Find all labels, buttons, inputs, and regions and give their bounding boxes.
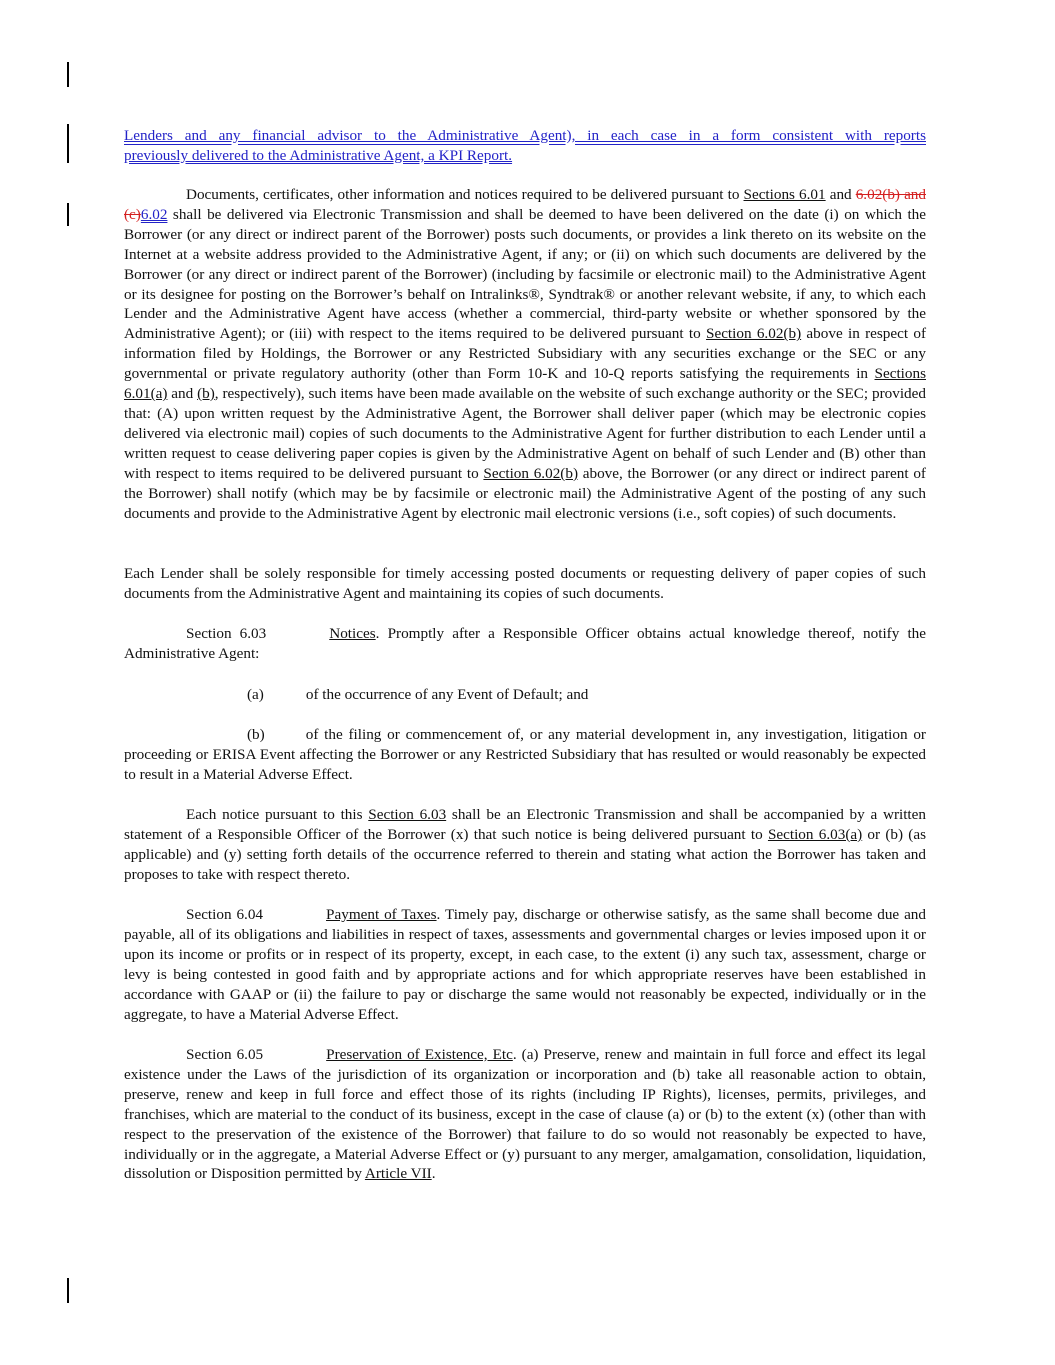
section-text: . Promptly after a Responsible Officer obtains actual knowledge thereof, notify the Administrative Agent: xyxy=(124,625,926,662)
clause-label: (b) xyxy=(247,726,265,743)
paragraph-text: above, the Borrower (or any direct or indirect parent of the Borrower) shall notify (which may be by facsimile or electronic mail) the Administrative Agent of the posting of any such documents and provide to the Administrative Agent by electronic mail electronic versions (i.e., soft copies) of such documents. xyxy=(124,464,926,522)
clause-text: of the filing or commencement of, or any material development in, any investigation, litigation or proceeding or ERISA Event affecting the Borrower or any Restricted Subsidiary that has resulted or would reasonably be expected to result in a Material Adverse Effect. xyxy=(124,726,926,783)
paragraph-text: Each notice pursuant to this xyxy=(186,806,369,823)
deleted-text: 6.02(b) and (c) xyxy=(124,186,926,223)
lender-responsibility-paragraph xyxy=(124,564,926,604)
paragraph-text: or (b) (as applicable) and (y) setting forth details of the occurrence referred to therein and stating what action the Borrower has taken and proposes to take with respect thereto. xyxy=(124,825,926,883)
section-text: . (a) Preserve, renew and maintain in full force and effect its legal existence under the Laws of the jurisdiction of its organization or incorporation and (b) take all reasonable action to obtain, preserve, renew and keep in full force and effect those of its rights (including IP Rights), licenses, permits, privileges, and franchises, which are material to the conduct of its business, except in the case of clause (a) or (b) to the extent (x) (other than with respect to the preservation of the existence of the Borrower) that failure to do so would not reasonably be expected to have, individually or in the aggregate, a Material Adverse Effect or (y) pursuant to any merger, amalgamation, consolidation, liquidation, dissolution or Disposition permitted by xyxy=(124,1046,927,1183)
section-reference: Section 6.02(b) xyxy=(706,325,802,343)
section-reference: Section 6.02(b) xyxy=(483,464,578,482)
section-heading: Notices xyxy=(329,625,376,642)
section-6-05 xyxy=(124,1045,926,1184)
section-text: . xyxy=(431,1165,436,1183)
section-reference: (b) xyxy=(197,385,215,403)
inserted-text: 6.02 xyxy=(140,205,168,223)
clause-text: of the occurrence of any Event of Default; and xyxy=(305,686,589,703)
change-bar xyxy=(67,1278,69,1303)
paragraph-text: , respectively), such items have been made available on the website of such exchange authority or the SEC; provided that: (A) upon written request by the Administrative Agent, the Borrower shall deliver paper (which may be electronic copies delivered via electronic mail) copies of such documents to the Administrative Agent for further distribution to each Lender until a written request to cease delivering paper copies is given by the Administrative Agent on behalf of such Lender and (B) other than with respect to items required to be delivered pursuant to xyxy=(124,385,926,482)
section-6-03 xyxy=(124,624,926,664)
clause-label: (a) xyxy=(247,686,264,703)
paragraph-text: above in respect of information filed by Holdings, the Borrower or any Restricted Subsidiary with any securities exchange or the SEC or any governmental or private regulatory authority (other than Form 10-K and 10-Q reports satisfying the requirements in xyxy=(124,325,927,383)
change-bar xyxy=(67,203,69,226)
section-6-04 xyxy=(124,905,926,1024)
clause-b xyxy=(124,725,926,785)
clause-a xyxy=(124,685,926,705)
section-reference: Sections 6.01(a) xyxy=(124,365,926,403)
section-number: Section 6.05 xyxy=(186,1046,264,1063)
section-number: Section 6.04 xyxy=(186,906,264,923)
notice-paragraph xyxy=(124,805,926,885)
delivery-paragraph xyxy=(124,185,926,523)
inserted-paragraph xyxy=(124,126,926,166)
section-heading: Payment of Taxes xyxy=(326,906,437,923)
paragraph-text: and xyxy=(825,186,856,203)
paragraph-text: shall be an Electronic Transmission and shall be accompanied by a written statement of a Responsible Officer of the Borrower (x) that such notice is being delivered pursuant to xyxy=(124,806,926,843)
section-heading: Preservation of Existence, Etc xyxy=(326,1046,513,1063)
section-number: Section 6.03 xyxy=(186,625,267,642)
section-reference: Section 6.03 xyxy=(368,806,447,823)
paragraph-text: and xyxy=(167,385,198,403)
paragraph-text: Documents, certificates, other information and notices required to be delivered pursuant to xyxy=(186,186,744,203)
paragraph-text: shall be delivered via Electronic Transmission and shall be deemed to have been delivered on the date (i) on which the Borrower (or any direct or indirect parent of the Borrower) posts such documents, or provides a link thereto on its website on the Internet at a website address provided to the Administrative Agent, if any; or (ii) on which such documents are delivered by the Borrower (or any direct or indirect parent of the Borrower) (including by facsimile or electronic mail) to the Administrative Agent or its designee for posting on the Borrower’s behalf on Intralinks®, Syndtrak® or another relevant website, if any, to which each Lender and the Administrative Agent have access (whether a commercial, third-party website or whether sponsored by the Administrative Agent); or (iii) with respect to the items required to be delivered pursuant to xyxy=(124,205,926,343)
section-reference: Sections 6.01 xyxy=(743,186,826,203)
change-bar xyxy=(67,124,69,163)
change-bar xyxy=(67,62,69,87)
paragraph-text: Each Lender shall be solely responsible for timely accessing posted documents or requesting delivery of paper copies of such documents from the Administrative Agent and maintaining its copies of such documents. xyxy=(124,565,926,602)
section-text: . Timely pay, discharge or otherwise satisfy, as the same shall become due and payable, all of its obligations and liabilities in respect of taxes, assessments and governmental charges or levies imposed upon it or upon its income or profits or in respect of its property, except, in each case, to the extent (i) any such tax, assessment, charge or levy is being contested in good faith and by appropriate actions and for which appropriate reserves have been established in accordance with GAAP or (ii) the failure to pay or discharge the same would not reasonably be expected, individually or in the aggregate, to have a Material Adverse Effect. xyxy=(124,906,926,1023)
article-reference: Article VII xyxy=(364,1165,432,1183)
inserted-line: Lenders and any financial advisor to the Administrative Agent), in each case in a form consistent with reports xyxy=(124,127,926,144)
section-reference: Section 6.03(a) xyxy=(767,825,863,843)
inserted-line: previously delivered to the Administrative Agent, a KPI Report. xyxy=(124,146,513,164)
